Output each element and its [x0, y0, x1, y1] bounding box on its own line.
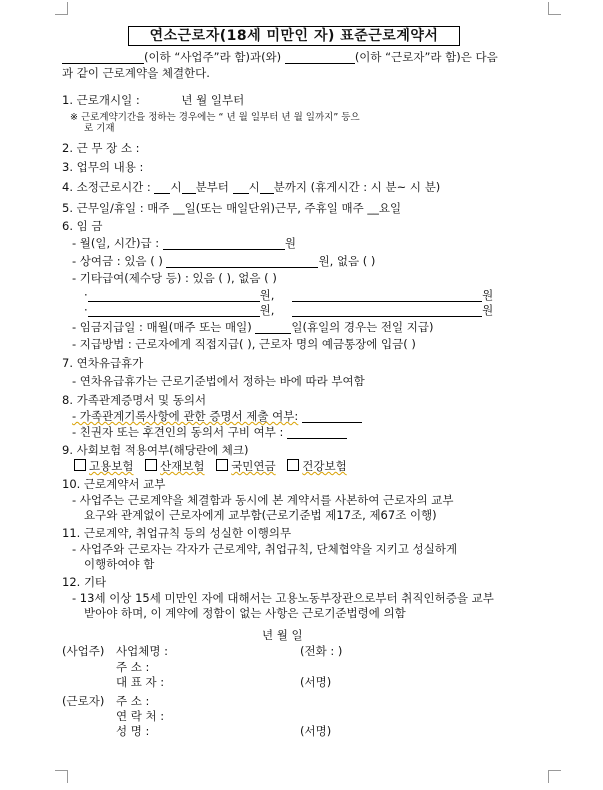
worker-tag: (근로자): [62, 694, 105, 708]
item-8-family-certificate: 8. 가족관계증명서 및 동의서: [62, 393, 207, 407]
crop-mark-top-left: [55, 2, 68, 15]
intro-line-1: [62, 50, 498, 64]
intro-line-2: 과 같이 근로계약을 체결한다.: [62, 66, 210, 80]
worker-address-field[interactable]: 주 소 :: [116, 694, 150, 708]
worker-name-blank[interactable]: [285, 51, 355, 64]
item-7-detail: - 연차유급휴가는 근로기준법에서 정하는 바에 따라 부여함: [72, 374, 365, 388]
item-6-allowance-row-2[interactable]: · 원, 원: [84, 303, 494, 317]
item-9-social-insurance: 9. 사회보험 적용여부(해당란에 체크): [62, 443, 249, 457]
item-1-note-cont: 로 기재: [84, 123, 115, 134]
worker-contact-field[interactable]: 연 락 처 :: [116, 709, 165, 723]
item-12-detail-1: - 13세 이상 15세 미만인 자에 대해서는 고용노동부장관으로부터 취직인허증을 교부: [72, 591, 494, 605]
checkbox-industrial-accident[interactable]: 산재보험: [145, 459, 204, 473]
item-6-monthly-wage[interactable]: - 월(일, 시간)급 : 원: [72, 236, 296, 250]
item-5-workdays[interactable]: 5. 근무일/휴일 : 매주 __일(또는 매일단위)근무, 주휴일 매주 __요일: [62, 201, 402, 215]
item-11-detail-1: - 사업주와 근로자는 각자가 근로계약, 취업규칙, 단체협약을 지키고 성실하게: [72, 542, 458, 556]
employer-phone-field[interactable]: (전화 : ): [300, 644, 343, 658]
item-1-value[interactable]: 년 월 일부터: [181, 93, 245, 107]
checkbox-employment-insurance[interactable]: 고용보험: [74, 459, 133, 473]
employer-business-name-field[interactable]: 사업체명 :: [116, 644, 168, 658]
item-7-annual-leave: 7. 연차유급휴가: [62, 356, 144, 370]
employer-tag: (사업주): [62, 644, 105, 658]
checkbox-health-insurance[interactable]: 건강보험: [287, 459, 346, 473]
worker-signature[interactable]: (서명): [300, 724, 332, 738]
item-1-start-date: [62, 93, 244, 107]
item-1-note: ※ 근로계약기간을 정하는 경우에는 “ 년 월 일부터 년 월 일까지” 등으: [70, 112, 360, 123]
document-title: 연소근로자(18세 미만인 자) 표준근로계약서: [128, 26, 460, 46]
item-6-other-allowances[interactable]: - 기타급여(제수당 등) : 있음 ( ), 없음 ( ): [72, 271, 277, 285]
item-11-detail-2: 이행하여야 함: [84, 557, 155, 571]
item-11-obligations: 11. 근로계약, 취업규칙 등의 성실한 이행의무: [62, 526, 292, 540]
checkbox-national-pension[interactable]: 국민연금: [216, 459, 275, 473]
item-9-options: [74, 459, 347, 473]
signature-date[interactable]: 년 월 일: [262, 628, 303, 642]
item-8-submission[interactable]: - 가족관계기록사항에 관한 증명서 제출 여부:: [72, 409, 362, 423]
employer-name-blank[interactable]: [62, 51, 144, 64]
item-6-wage: 6. 임 금: [62, 219, 103, 233]
item-12-detail-2: 받아야 하며, 이 계약에 정함이 없는 사항은 근로기준법령에 의함: [84, 606, 406, 620]
intro-text-b: (이하 “근로자”라 함)은 다음: [354, 50, 498, 64]
item-12-other: 12. 기타: [62, 575, 107, 589]
item-4-working-hours[interactable]: 4. 소정근로시간 : 시 분부터 시 분까지 (휴게시간 : 시 분~ 시 분): [62, 180, 441, 194]
worker-name-field[interactable]: 성 명 :: [116, 724, 150, 738]
employer-address-field[interactable]: 주 소 :: [116, 660, 150, 674]
item-10-delivery: 10. 근로계약서 교부: [62, 477, 166, 491]
item-2-workplace[interactable]: 2. 근 무 장 소 :: [62, 141, 140, 155]
employer-representative-field[interactable]: 대 표 자 :: [116, 675, 165, 689]
item-6-bonus[interactable]: - 상여금 : 있음 ( ) 원, 없음 ( ): [72, 254, 376, 268]
intro-text-a: (이하 “사업주”라 함)과(와): [144, 50, 282, 64]
item-6-payday[interactable]: - 임금지급일 : 매월(매주 또는 매일) 일(휴일의 경우는 전일 지급): [72, 320, 434, 334]
crop-mark-bottom-right: [548, 770, 561, 783]
crop-mark-top-right: [548, 2, 561, 15]
item-6-allowance-row-1[interactable]: · 원, 원: [84, 288, 494, 302]
item-8-consent[interactable]: - 친권자 또는 후견인의 동의서 구비 여부 :: [72, 425, 347, 439]
crop-mark-bottom-left: [55, 770, 68, 783]
item-10-detail-2: 요구와 관계없이 근로자에게 교부함(근로기준법 제17조, 제67조 이행): [84, 508, 437, 522]
item-1-label: 1. 근로개시일 :: [62, 93, 140, 107]
item-10-detail-1: - 사업주는 근로계약을 체결함과 동시에 본 계약서를 사본하여 근로자의 교부: [72, 493, 454, 507]
item-3-duties[interactable]: 3. 업무의 내용 :: [62, 160, 144, 174]
employer-signature[interactable]: (서명): [300, 675, 332, 689]
item-6-payment-method[interactable]: - 지급방법 : 근로자에게 직접지급( ), 근로자 명의 예금통장에 입금( ): [72, 337, 416, 351]
